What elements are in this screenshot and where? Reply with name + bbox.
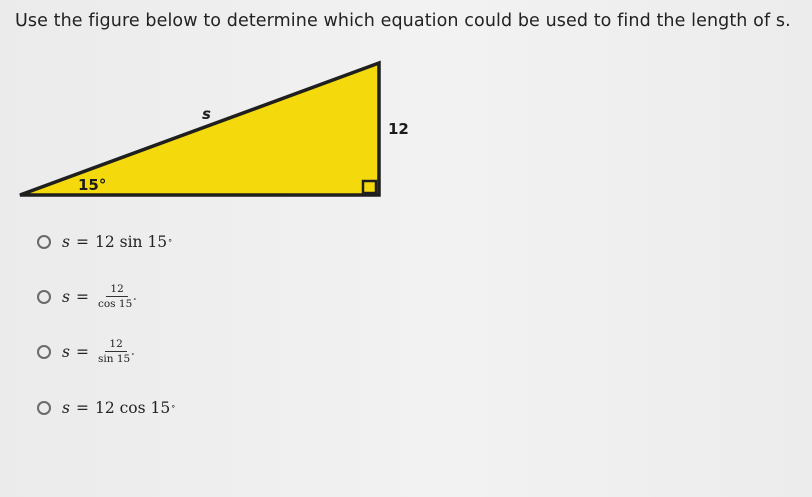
equation-lhs: s [62,287,70,306]
side-label: 12 [388,120,409,138]
option-equation [62,233,172,251]
question-text: Use the figure below to determine which equation could be used to find the length of s. [15,11,791,31]
equals-sign: = [75,399,89,417]
angle-label: 15° [78,176,107,194]
answer-option-4[interactable] [37,399,175,417]
option-equation [62,283,139,310]
degree-symbol: ° [131,352,135,360]
equation-lhs: s [62,399,70,417]
fraction [95,283,139,310]
fraction-denominator [95,297,139,310]
option-equation [62,399,175,417]
equation-rhs: 12 cos 15 [94,399,171,417]
hypotenuse-label: s [202,105,211,123]
equals-sign: = [75,287,89,306]
equals-sign: = [75,342,89,361]
right-triangle [20,63,379,195]
radio-button[interactable] [37,401,51,415]
fraction-numerator: 12 [106,283,127,297]
equation-lhs: s [62,342,70,361]
degree-symbol: ° [168,237,173,247]
equals-sign: = [75,233,89,251]
equation-lhs: s [62,233,70,251]
answer-option-3[interactable] [37,338,137,365]
fraction [95,338,137,365]
radio-button[interactable] [37,290,51,304]
degree-symbol: ° [133,297,137,305]
degree-symbol: ° [171,403,176,413]
option-equation [62,338,137,365]
denominator-text: sin 15 [97,353,131,366]
fraction-denominator [95,352,137,365]
radio-button[interactable] [37,345,51,359]
radio-button[interactable] [37,235,51,249]
answer-option-2[interactable] [37,283,139,310]
equation-rhs: 12 sin 15 [94,233,168,251]
denominator-text: cos 15 [97,298,133,311]
fraction-numerator: 12 [105,338,126,352]
answer-option-1[interactable] [37,233,172,251]
